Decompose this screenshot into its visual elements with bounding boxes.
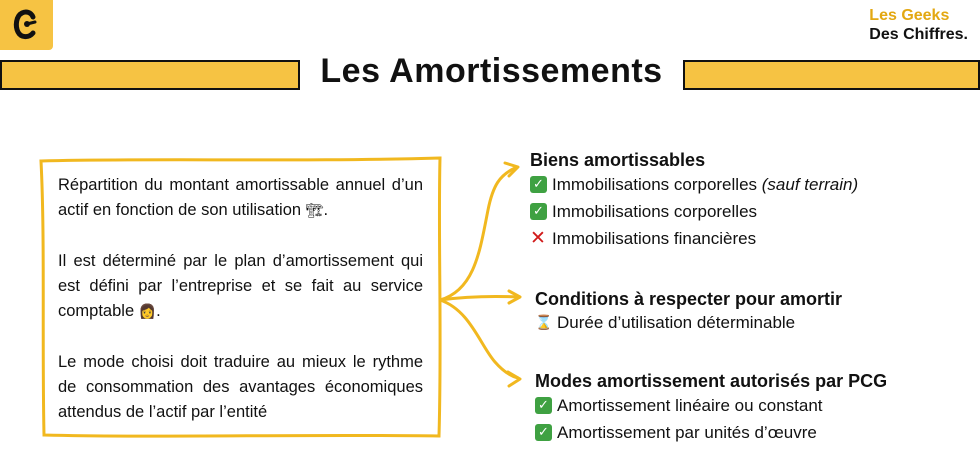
check-icon: ✓ xyxy=(530,203,547,220)
item-note: (sauf terrain) xyxy=(761,175,859,194)
definition-text-box xyxy=(42,159,437,435)
list-item xyxy=(530,171,858,198)
list-item xyxy=(535,419,887,446)
check-icon: ✓ xyxy=(530,176,547,193)
check-icon: ✓ xyxy=(535,424,552,441)
list-item xyxy=(530,198,858,225)
section-biens-amortissables xyxy=(530,149,858,252)
paragraph-1 xyxy=(58,173,423,224)
brand-line-1: Les Geeks xyxy=(869,7,950,24)
item-text: Amortissement linéaire ou constant xyxy=(557,396,823,415)
section-heading: Conditions à respecter pour amortir xyxy=(535,289,843,309)
office-worker-icon: 👩 xyxy=(138,304,157,320)
arrow-top xyxy=(440,168,515,300)
hourglass-icon: ⌛ xyxy=(535,315,553,331)
list-item xyxy=(535,392,887,419)
item-text: Immobilisations corporelles xyxy=(552,202,758,221)
check-icon: ✓ xyxy=(535,397,552,414)
paragraph-2 xyxy=(58,249,423,325)
item-text: Amortissement par unités d’œuvre xyxy=(557,423,817,442)
crane-icon: 🏗 xyxy=(305,203,324,219)
item-text: Immobilisations financières xyxy=(552,229,757,248)
section-modes xyxy=(535,370,887,446)
arrow-bottom xyxy=(440,300,518,378)
paragraph-3: Le mode choisi doit traduire au mieux le rythme de consommation des avantages économiques attendus de l’actif par l’entité xyxy=(58,353,423,421)
paragraph-2-text: Il est déterminé par le plan d’amortissement qui est défini par l’entreprise et se fait au service comptable xyxy=(58,252,423,320)
paragraph-2-end: . xyxy=(156,302,161,320)
paragraph-1-end: . xyxy=(323,201,329,219)
section-heading: Modes amortissement autorisés par PCG xyxy=(535,371,888,391)
list-item xyxy=(530,225,858,252)
brand-line-2: Des Chiffres. xyxy=(869,26,968,43)
item-text: Durée d’utilisation déterminable xyxy=(557,313,796,332)
paragraph-1-text: Répartition du montant amortissable annuel d’un actif en fonction de son utilisation xyxy=(58,176,423,219)
section-heading: Biens amortissables xyxy=(530,150,706,170)
item-text: Immobilisations corporelles xyxy=(552,175,758,194)
arrow-middle xyxy=(440,296,518,300)
section-conditions xyxy=(535,288,842,336)
list-item xyxy=(535,310,842,336)
cross-icon: ✕ xyxy=(530,227,546,249)
page-title: Les Amortissements xyxy=(320,52,663,90)
